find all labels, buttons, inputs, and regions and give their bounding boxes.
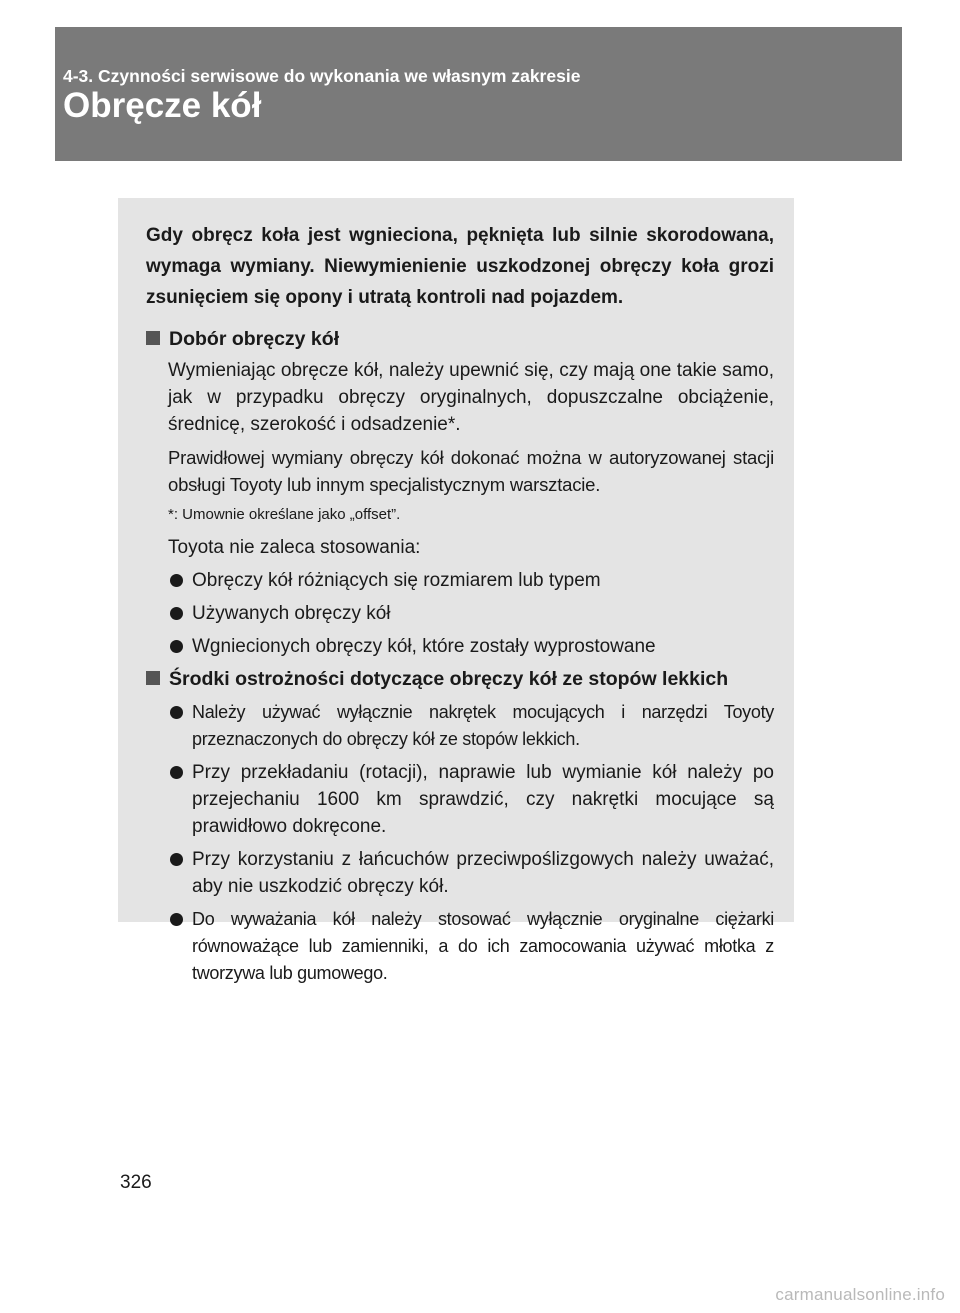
page-number: 326 — [120, 1172, 152, 1193]
list-item-text: Należy używać wyłącznie nakrętek mocujących i narzędzi Toyoty przeznaczonych do obręczy kół ze stopów lekkich. — [192, 702, 774, 749]
bullet-dot-icon — [170, 574, 183, 587]
list-item — [168, 567, 774, 594]
content-panel — [118, 198, 794, 983]
section-label: 4-3. Czynności serwisowe do wykonania we własnym zakresie — [63, 66, 581, 86]
list-item-text: Obręczy kół różniących się rozmiarem lub typem — [192, 570, 601, 591]
section-heading-alloy-precautions — [146, 665, 774, 693]
bullet-dot-icon — [170, 706, 183, 719]
list-item — [168, 759, 774, 840]
list-item-text: Do wyważania kół należy stosować wyłącznie oryginalne ciężarki równoważące lub zamienniki, a do ich zamocowania używać młotka z tworzywa lub gumowego. — [192, 909, 774, 983]
list-item-text: Przy przekładaniu (rotacji), naprawie lub wymianie kół należy po przejechaniu 1600 km sprawdzić, czy nakrętki mocujące są prawidłowo dokręcone. — [192, 762, 774, 837]
bullet-dot-icon — [170, 766, 183, 779]
intro-text: Gdy obręcz koła jest wgnieciona, pęknięta lub silnie skorodowana, wymaga wymiany. Niewymienienie uszkodzonej obręczy koła grozi zsunięciem się opony i utratą kontroli nad pojazdem. — [146, 225, 774, 308]
list-item — [168, 846, 774, 900]
list-item — [168, 699, 774, 753]
list-item-text: Używanych obręczy kół — [192, 603, 391, 624]
section-body-alloy-precautions — [146, 699, 774, 987]
paragraph: Prawidłowej wymiany obręczy kół dokonać można w autoryzowanej stacji obsługi Toyoty lub innym specjalistycznym warsztacie. — [168, 447, 774, 495]
paragraph: Wymieniając obręcze kół, należy upewnić się, czy mają one takie samo, jak w przypadku obręczy oryginalnych, dopuszczalne obciążenie, średnicę, szerokość i odsadzenie*. — [168, 360, 774, 435]
watermark: carmanualsonline.info — [775, 1285, 945, 1304]
list-item-text: Przy korzystaniu z łańcuchów przeciwpoślizgowych należy uważać, aby nie uszkodzić obręczy kół. — [192, 849, 774, 897]
bullet-dot-icon — [170, 853, 183, 866]
list-item — [168, 906, 774, 987]
list-item-text: Wgniecionych obręczy kół, które zostały wyprostowane — [192, 636, 656, 657]
section-heading-label: Środki ostrożności dotyczące obręczy kół ze stopów lekkich — [169, 668, 729, 690]
section-body-rim-selection — [146, 357, 774, 660]
section-heading-label: Dobór obręczy kół — [169, 328, 340, 350]
bullet-dot-icon — [170, 640, 183, 653]
bullet-dot-icon — [170, 607, 183, 620]
list-item — [168, 633, 774, 660]
page-title: Obręcze kół — [63, 86, 262, 125]
section-heading-rim-selection — [146, 325, 774, 353]
lead-text: Toyota nie zaleca stosowania: — [168, 537, 421, 558]
list-item — [168, 600, 774, 627]
square-bullet-icon — [146, 671, 160, 685]
bullet-dot-icon — [170, 913, 183, 926]
footnote: *: Umownie określane jako „offset”. — [168, 506, 401, 523]
square-bullet-icon — [146, 331, 160, 345]
bullet-list — [168, 567, 774, 660]
